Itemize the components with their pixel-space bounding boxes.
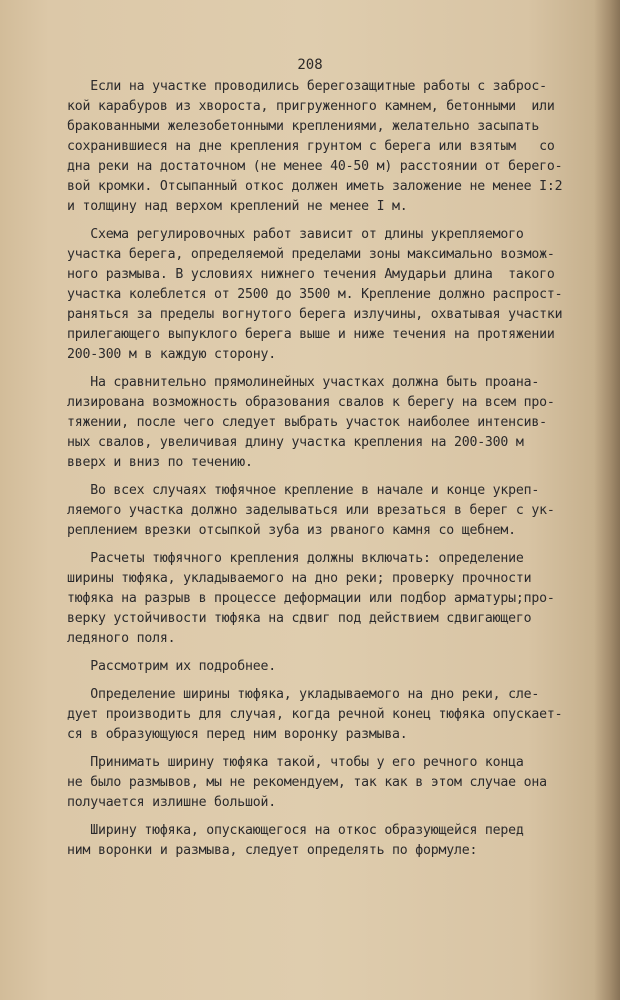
text-line: участка колеблется от 2500 до 3500 м. Крепление должно распрост- <box>67 287 563 302</box>
text-line: Определение ширины тюфяка, укладываемого на дно реки, сле- <box>67 687 540 702</box>
paragraph <box>67 481 577 541</box>
text-line: бракованными железобетонными креплениями, желательно засыпать <box>67 119 540 134</box>
text-line: прилегающего выпуклого берега выше и ниже течения на протяжении <box>67 327 555 342</box>
text-line: ляемого участка должно заделываться или врезаться в берег с ук- <box>67 503 555 518</box>
paragraph <box>67 753 577 813</box>
body-text <box>67 77 577 869</box>
paragraph <box>67 657 577 677</box>
text-line: реплением врезки отсыпкой зуба из рваного камня со щебнем. <box>67 523 516 538</box>
text-line: сохранившиеся на дне крепления грунтом с берега или взятым со <box>67 139 555 154</box>
paragraph <box>67 821 577 861</box>
text-line: тяжении, после чего следует выбрать участок наиболее интенсив- <box>67 415 547 430</box>
text-line: раняться за пределы вогнутого берега излучины, охватывая участки <box>67 307 563 322</box>
paragraph <box>67 549 577 649</box>
page-number: 208 <box>297 57 323 73</box>
paragraph <box>67 77 577 217</box>
text-line: Схема регулировочных работ зависит от длины укрепляемого <box>67 227 524 242</box>
text-line: получается излишне большой. <box>67 795 276 810</box>
paragraph <box>67 685 577 745</box>
text-line: На сравнительно прямолинейных участках должна быть проана- <box>67 375 540 390</box>
text-line: Если на участке проводились берегозащитные работы с заброс- <box>67 79 547 94</box>
text-line: верку устойчивости тюфяка на сдвиг под действием сдвигающего <box>67 611 532 626</box>
text-line: ледяного поля. <box>67 631 176 646</box>
text-line: ных свалов, увеличивая длину участка крепления на 200-300 м <box>67 435 524 450</box>
text-line: 200-300 м в каждую сторону. <box>67 347 276 362</box>
text-line: Расчеты тюфячного крепления должны включать: определение <box>67 551 524 566</box>
text-line: ся в образующуюся перед ним воронку размыва. <box>67 727 408 742</box>
text-line: не было размывов, мы не рекомендуем, так как в этом случае она <box>67 775 547 790</box>
text-line: ширины тюфяка, укладываемого на дно реки; проверку прочности <box>67 571 532 586</box>
text-line: Во всех случаях тюфячное крепление в начале и конце укреп- <box>67 483 540 498</box>
text-line: вверх и вниз по течению. <box>67 455 253 470</box>
text-line: Принимать ширину тюфяка такой, чтобы у его речного конца <box>67 755 524 770</box>
paragraph <box>67 225 577 365</box>
text-line: лизирована возможность образования свалов к берегу на всем про- <box>67 395 555 410</box>
text-line: кой карабуров из хвороста, пригруженного камнем, бетонными или <box>67 99 555 114</box>
text-line: и толщину над верхом креплений не менее I м. <box>67 199 408 214</box>
text-line: дует производить для случая, когда речной конец тюфяка опускает- <box>67 707 563 722</box>
text-line: дна реки на достаточном (не менее 40-50 м) расстоянии от берего- <box>67 159 563 174</box>
page-edge-shadow <box>594 0 620 1000</box>
text-line: Рассмотрим их подробнее. <box>67 659 276 674</box>
text-line: Ширину тюфяка, опускающегося на откос образующейся перед <box>67 823 524 838</box>
text-line: ного размыва. В условиях нижнего течения Амударьи длина такого <box>67 267 555 282</box>
paragraph <box>67 373 577 473</box>
text-line: вой кромки. Отсыпанный откос должен иметь заложение не менее I:2 <box>67 179 563 194</box>
text-line: участка берега, определяемой пределами зоны максимально возмож- <box>67 247 555 262</box>
text-line: тюфяка на разрыв в процессе деформации или подбор арматуры;про- <box>67 591 555 606</box>
text-line: ним воронки и размыва, следует определять по формуле: <box>67 843 478 858</box>
